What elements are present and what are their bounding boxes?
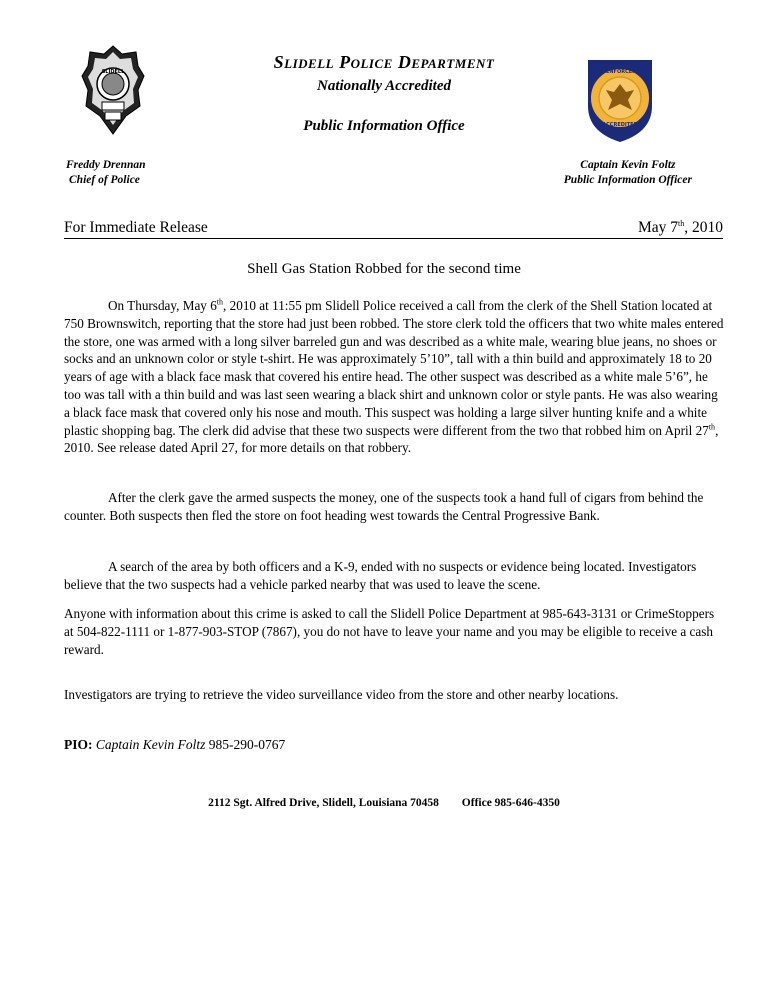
chief-name: Freddy Drennan [66, 159, 146, 171]
footer-address: 2112 Sgt. Alfred Drive, Slidell, Louisiana 70458 [208, 797, 439, 809]
pio-label: PIO: [64, 737, 93, 752]
pio-contact-phone: 985-290-0767 [208, 737, 286, 752]
release-date-text: May 7 [637, 219, 679, 236]
footer-office-phone: Office 985-646-4350 [461, 797, 560, 809]
pio-officer-name: Captain Kevin Foltz [580, 159, 676, 171]
p1-sup-2: th [708, 422, 716, 432]
release-date-suffix: th [678, 218, 685, 228]
pio-contact-name: Captain Kevin Foltz [95, 737, 206, 752]
paragraph-3: A search of the area by both officers and a K-9, ended with no suspects or evidence being located. Investigators believe that the two suspects had a vehicle parked nearby that was used to leave the scene. [64, 559, 697, 592]
p1-part-c: , 2010. See release dated April 27, for more details on that robbery. [64, 422, 719, 456]
seal-top-text: LAW ENFORCEMENT [591, 69, 649, 75]
paragraph-1 [64, 297, 726, 457]
pio-contact [64, 737, 285, 753]
badge-text: SLIDELL [101, 69, 125, 75]
release-label: For Immediate Release [64, 219, 208, 236]
p1-sup: th [216, 297, 224, 307]
pio-officer-title: Public Information Officer [563, 174, 692, 186]
office-name: Public Information Office [303, 118, 465, 134]
release-date-year: , 2010 [684, 219, 723, 236]
seal-bottom-text: ACCREDITED [602, 122, 638, 128]
p1-part-b: , 2010 at 11:55 pm Slidell Police received a call from the clerk of the Shell Station located at 750 Brownswitch, reporting that the store had just been robbed. The store clerk told the officers that two white males entered the store, one was armed with a long silver barreled gun and was described as a white male, wearing blue jeans, no shoes or socks and an unknown color or style t-shirt. He was approximately 5’10”, tall with a thin build and approximately 18 to 20 years of age with a black face mask that covered his entire head. The other suspect was described as a white male 5’6”, he too was tall with a thin build and was last seen wearing a black shirt and unknown color or style pants. He was also wearing a black face mask that covered only his nose and mouth. This suspect was holding a large silver hunting knife and a white plastic shopping bag. The clerk did advise that these two suspects were different from the two that robbed him on April 27 [64, 298, 724, 438]
chief-title: Chief of Police [69, 174, 140, 186]
paragraph-2: After the clerk gave the armed suspects the money, one of the suspects took a hand full of cigars from behind the counter. Both suspects then fled the store on foot heading west towards the Central Progressive Bank. [64, 490, 704, 523]
paragraph-5: Investigators are trying to retrieve the video surveillance video from the store and other nearby locations. [64, 687, 619, 702]
department-name: Slidell Police Department [273, 52, 495, 72]
footer [0, 797, 768, 809]
chief-block [66, 158, 146, 188]
paragraph-4: Anyone with information about this crime is asked to call the Slidell Police Department at 985-643-3131 or CrimeStoppers at 504-822-1111 or 1-877-903-STOP (7867), you do not have to leave your name and you may be eligible to receive a cash reward. [64, 606, 715, 657]
headline: Shell Gas Station Robbed for the second time [247, 261, 521, 277]
p1-part-a: On Thursday, May 6 [108, 298, 217, 313]
release-row [64, 219, 723, 239]
accreditation-line: Nationally Accredited [316, 78, 451, 94]
pio-officer-block [564, 158, 692, 188]
release-date [638, 219, 723, 237]
